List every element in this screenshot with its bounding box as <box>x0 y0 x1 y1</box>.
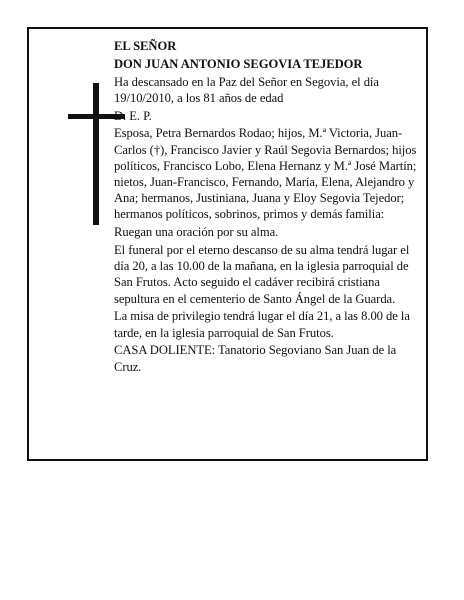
obituary-text <box>114 38 422 376</box>
rip-line: D. E. P. <box>114 108 152 123</box>
mourning-house: CASA DOLIENTE: Tanatorio Segoviano San Juan de la Cruz. <box>114 343 397 374</box>
prayer-request: Ruegan una oración por su alma. <box>114 225 279 240</box>
notice-title: EL SEÑOR <box>114 39 177 53</box>
cross-vertical-bar <box>93 83 99 225</box>
family-list: Esposa, Petra Bernardos Rodao; hijos, M.ª Victoria, Juan-Carlos (†), Francisco Javier y Raúl Segovia Bernardos; hijos políticos, Francisco Lobo, Elena Hernanz y M.ª José Martín; nietos, Juan-Francisco, Fernando, María, Elena, Alejandro y Ana; hermanos, Justiniana, Juana y Eloy Segovia Tejedor; hermanos políticos, sobrinos, primos y demás familia: <box>114 126 417 222</box>
mass-details: La misa de privilegio tendrá lugar el día 21, a las 8.00 de la tarde, en la iglesia parroquial de San Frutos. <box>114 309 410 340</box>
death-info: Ha descansado en la Paz del Señor en Segovia, el día 19/10/2010, a los 81 años de edad <box>114 74 379 105</box>
deceased-name: DON JUAN ANTONIO SEGOVIA TEJEDOR <box>114 56 363 71</box>
funeral-details: El funeral por el eterno descanso de su alma tendrá lugar el día 20, a las 10.00 de la mañana, en la iglesia parroquial de San Frutos. Acto seguido el cadáver recibirá cristiana sepultura en el cementerio de Santo Ángel de la Guarda. <box>114 243 410 306</box>
